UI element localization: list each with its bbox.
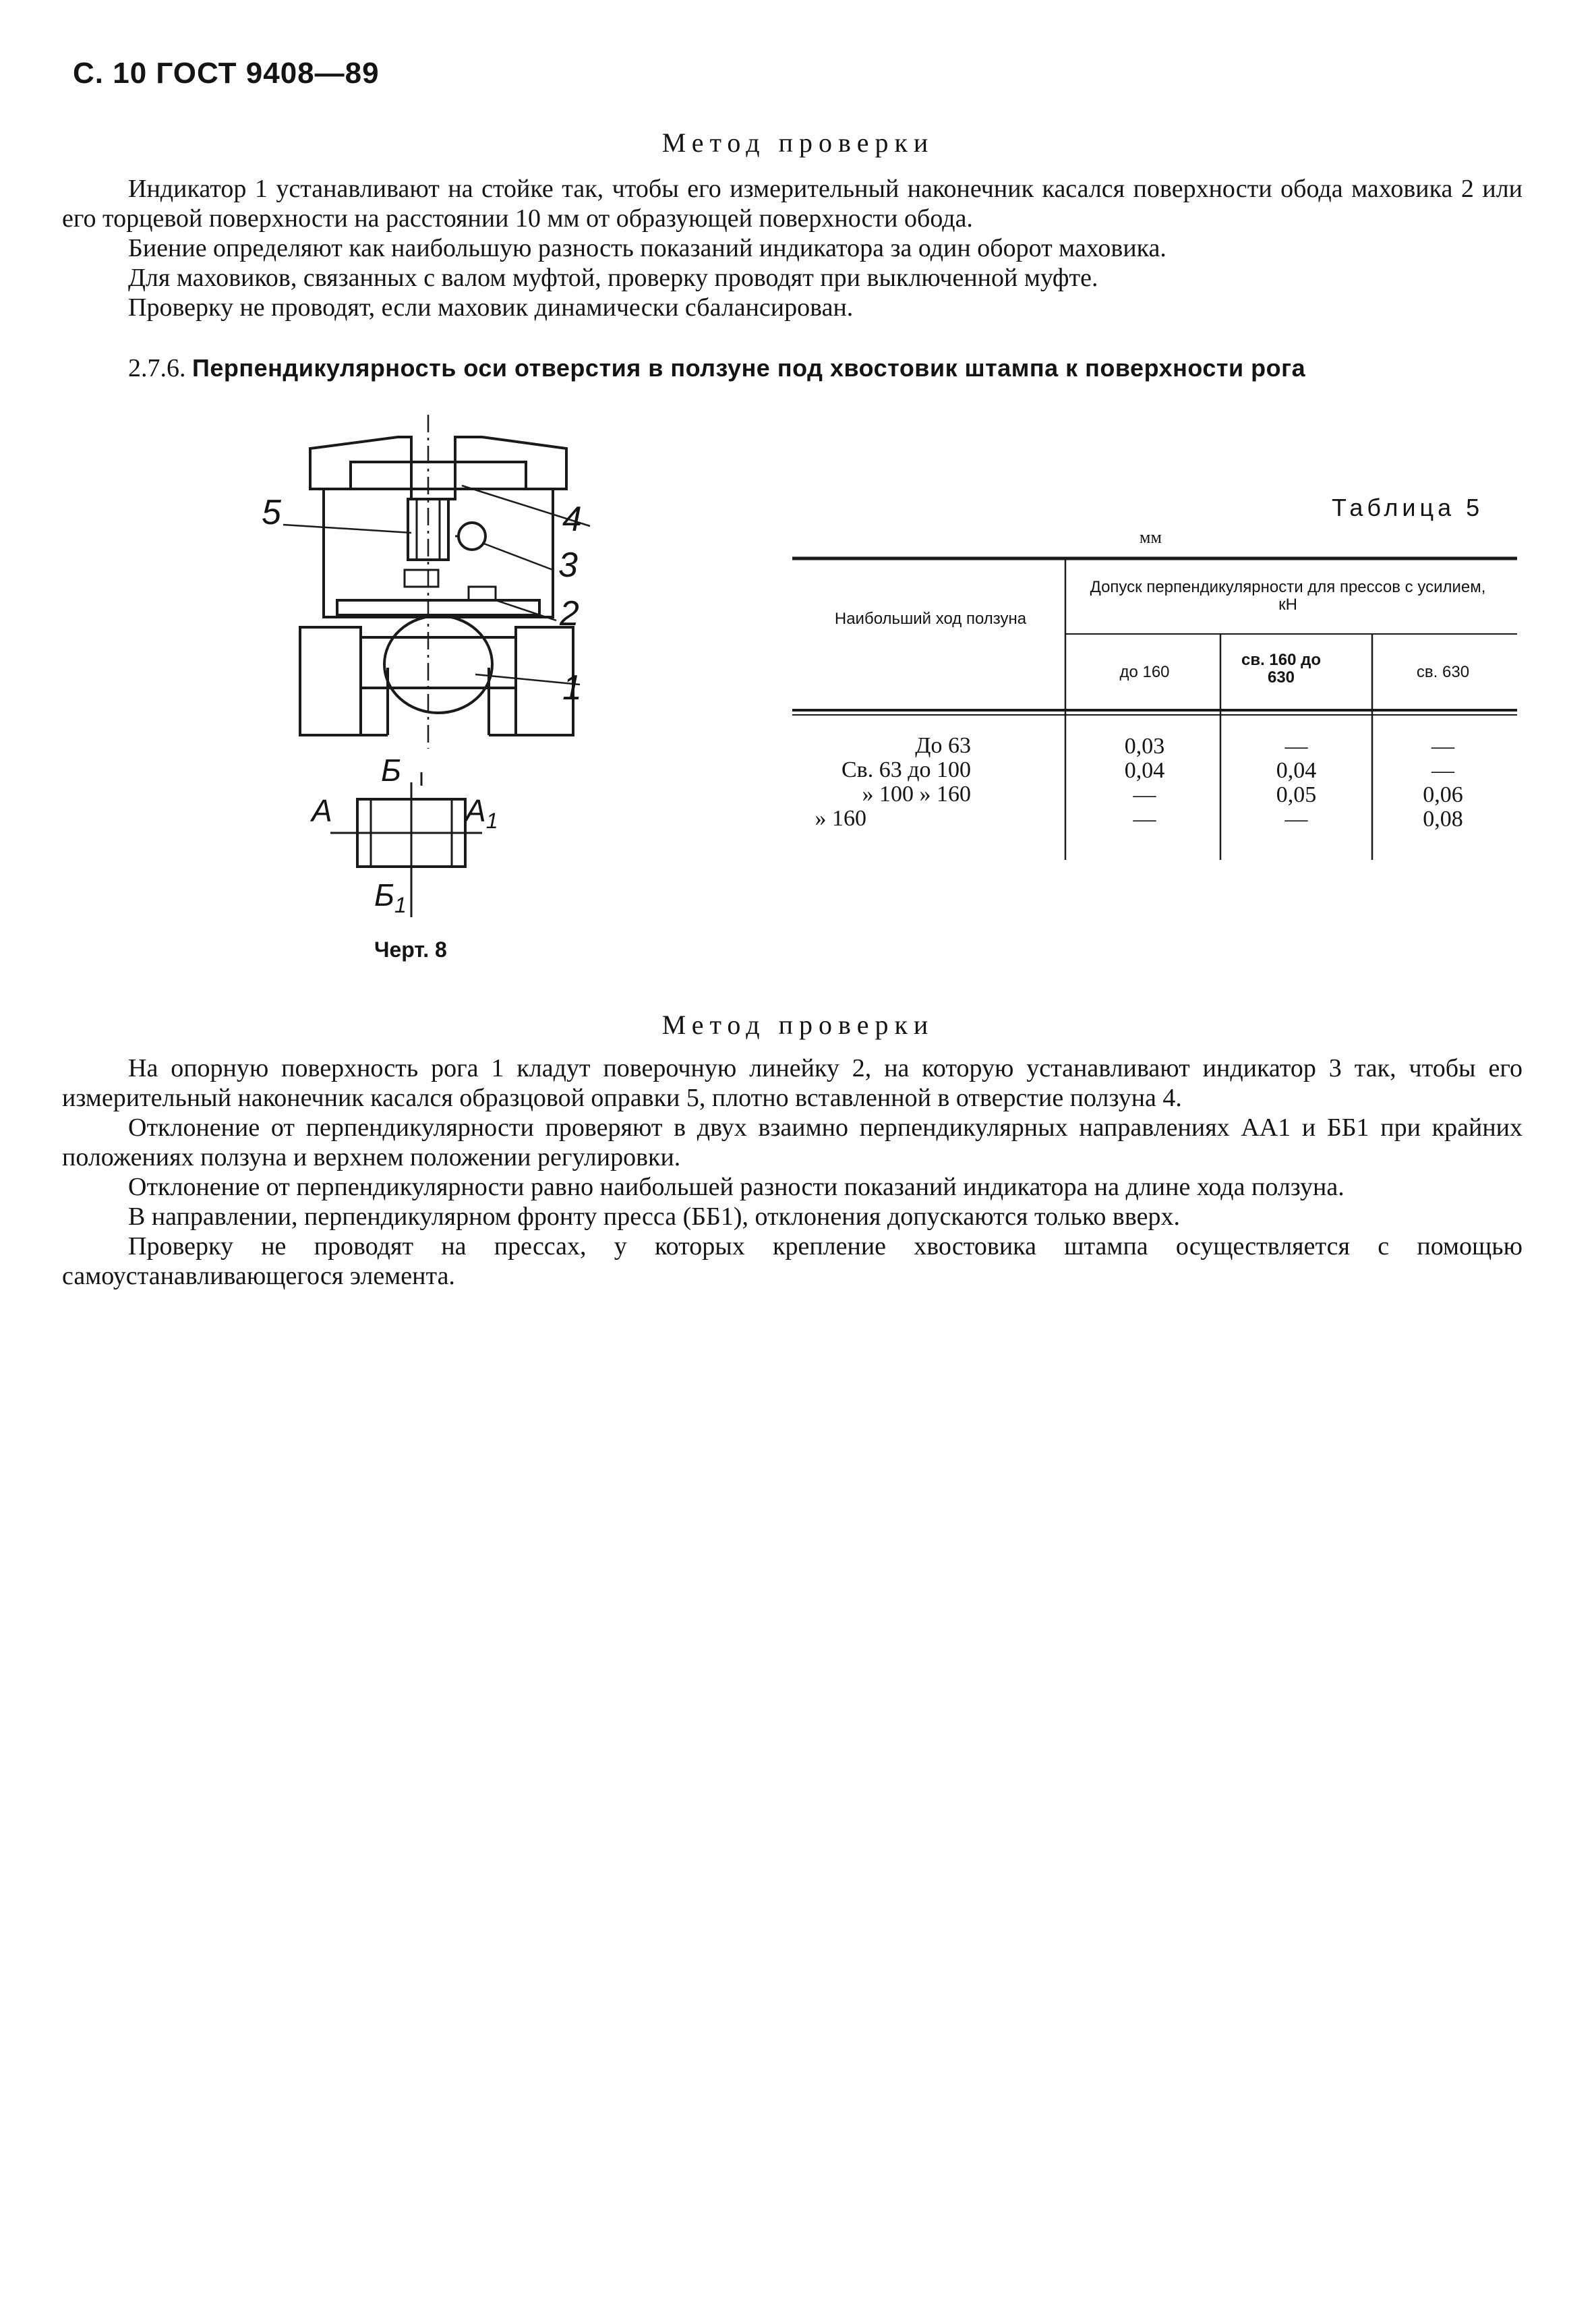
table-row-label: До 63 xyxy=(915,733,971,758)
section2-paragraph: Отклонение от перпендикулярности проверяют в двух взаимно перпендикулярных направлениях АА1 и ББ1 при крайних положениях ползуна и верхнем положении регулировки. xyxy=(62,1113,1523,1171)
clause-heading xyxy=(128,353,1305,383)
table-row-label: » 160 xyxy=(815,806,866,831)
clause-title: Перпендикулярность оси отверстия в ползуне под хвостовик штампа к поверхности рога xyxy=(192,354,1306,382)
section2-paragraph: В направлении, перпендикулярном фронту пресса (ББ1), отклонения допускаются только вверх. xyxy=(128,1203,1180,1231)
table-title: Таблица 5 xyxy=(1332,494,1484,521)
section-label-right: $А_1$ xyxy=(465,793,498,834)
table-cell: 0,06 xyxy=(1423,782,1463,807)
section2-body xyxy=(62,1053,1523,1291)
page-header: С. 10 ГОСТ 9408—89 xyxy=(73,57,380,90)
section1-paragraph: Проверку не проводят, если маховик динамически сбалансирован. xyxy=(128,293,854,322)
horn-base xyxy=(300,627,361,735)
table-cell: — xyxy=(1133,807,1156,832)
table-cell: 0,08 xyxy=(1423,807,1463,832)
table-row-label: » 100 » 160 xyxy=(862,782,971,807)
table-col-header: св. 630 xyxy=(1416,663,1470,681)
table-cell: — xyxy=(1284,734,1308,759)
section1-body xyxy=(62,174,1523,322)
section-label-top: Б xyxy=(381,753,401,788)
table-cell: — xyxy=(1133,782,1156,807)
section2-paragraph: Отклонение от перпендикулярности равно наибольшей разности показаний индикатора на длине хода ползуна. xyxy=(128,1173,1344,1201)
table-cell: 0,03 xyxy=(1124,734,1165,759)
section-label-bottom: $Б_1$ xyxy=(374,877,407,918)
callout-4: 4 xyxy=(562,500,582,539)
table-cell: 0,04 xyxy=(1276,758,1317,783)
table-cell: — xyxy=(1431,758,1454,783)
table-row-label: Св. 63 до 100 xyxy=(841,757,971,782)
callout-1: 1 xyxy=(562,668,582,707)
section1-paragraph: Индикатор 1 устанавливают на стойке так, чтобы его измерительный наконечник касался поверхности обода маховика 2 или его торцевой поверхности на расстоянии 10 мм от образующей поверхности обода. xyxy=(62,175,1523,233)
slider-lower-body xyxy=(324,489,553,617)
section1-paragraph: Биение определяют как наибольшую разность показаний индикатора за один оборот маховика. xyxy=(128,234,1166,262)
section-title-method-2: Метод проверки xyxy=(661,1010,935,1040)
table-cell: — xyxy=(1431,734,1454,759)
section-label-left: А xyxy=(312,793,332,828)
section-title-method-1: Метод проверки xyxy=(661,127,935,158)
callout-3: 3 xyxy=(558,546,578,585)
straightedge xyxy=(337,600,539,615)
table-col-header: св. 160 до 630 xyxy=(1241,651,1322,687)
table-col-header: до 160 xyxy=(1119,663,1170,681)
figure-caption: Черт. 8 xyxy=(374,937,447,962)
table-header-stroke: Наибольший ход ползуна xyxy=(834,610,1027,628)
horn-round xyxy=(384,616,492,713)
section-label-right-sub: 1 xyxy=(485,809,498,834)
clause-number: 2.7.6. xyxy=(128,354,186,382)
table-cell: — xyxy=(1284,807,1308,832)
table-cell: 0,05 xyxy=(1276,782,1317,807)
callout-5: 5 xyxy=(262,493,281,532)
section2-paragraph: На опорную поверхность рога 1 кладут поверочную линейку 2, на которую устанавливают индикатор 3 так, чтобы его измерительный наконечник касался образцовой оправки 5, плотно вставленной в отверстие ползуна 4. xyxy=(62,1054,1523,1112)
table-unit: мм xyxy=(1140,527,1162,547)
table-cell: 0,04 xyxy=(1124,758,1165,783)
section1-paragraph: Для маховиков, связанных с валом муфтой, проверку проводят при выключенной муфте. xyxy=(128,264,1098,292)
section2-paragraph: Проверку не проводят на прессах, у которых крепление хвостовика штампа осуществляется с помощью самоустанавливающегося элемента. xyxy=(62,1232,1523,1290)
section-label-bottom-sub: 1 xyxy=(394,893,407,918)
callout-2: 2 xyxy=(560,594,579,633)
indicator-dial xyxy=(459,523,485,550)
table-header-group: Допуск перпендикулярности для прессов с усилием, кН xyxy=(1090,578,1486,614)
